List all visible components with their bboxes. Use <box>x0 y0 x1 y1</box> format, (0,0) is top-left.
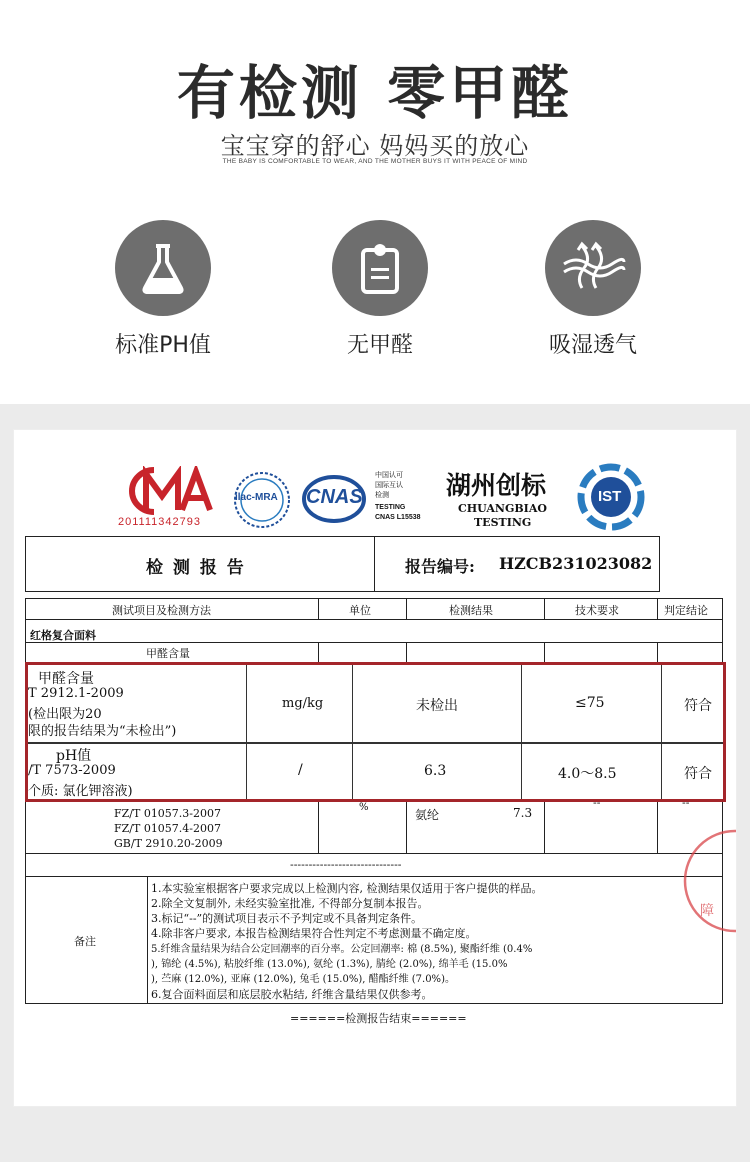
feature-breathable <box>493 220 693 359</box>
cnas-en-1: TESTING <box>375 504 406 511</box>
col-divider <box>661 665 662 799</box>
feature-label: 吸湿透气 <box>548 333 637 358</box>
cnas-cn-3: 检测 <box>375 491 389 499</box>
feature-formaldehyde <box>280 220 480 359</box>
cnas-cn-1: 中国认可 <box>375 471 403 479</box>
report-title: 检 测 报 告 <box>146 558 246 578</box>
report-number: HZCB231023082 <box>499 554 653 573</box>
partial-row-item: 甲醛含量 <box>25 642 319 664</box>
header-unit: 单位 <box>318 598 407 620</box>
report-number-label: 报告编号: <box>405 557 475 576</box>
feature-ph <box>63 220 263 359</box>
hero-subtitle-en: THE BABY IS COMFORTABLE TO WEAR, AND THE MOTHER BUYS IT WITH PEACE OF MIND <box>222 158 528 165</box>
breathable-icon <box>545 220 641 316</box>
report-number-cell <box>374 536 660 592</box>
company-name-en-2: TESTING <box>474 516 532 529</box>
cnas-en-2: CNAS L15538 <box>375 514 421 521</box>
col-divider <box>352 665 353 799</box>
fiber-unit: % <box>359 802 369 813</box>
fiber-method-cell <box>25 802 319 854</box>
row-item: 甲醛含量 <box>38 671 94 687</box>
partial-row-requirement <box>544 642 658 664</box>
section-row <box>25 619 723 643</box>
cnas-cn-2: 国际互认 <box>375 481 403 489</box>
remark-line: 2.除全文复制外, 未经实验室批准, 不得部分复制本报告。 <box>151 897 429 910</box>
fiber-requirement-cell <box>544 796 658 854</box>
fiber-unit-cell <box>318 802 407 854</box>
row-divider <box>28 742 723 744</box>
fiber-method: FZ/T 01057.4-2007 <box>114 822 222 835</box>
cnas-caption <box>375 470 445 530</box>
dash-row <box>25 853 723 877</box>
row-result: 未检出 <box>416 698 458 714</box>
ilac-text: ilac-MRA <box>235 492 278 503</box>
row-note: 限的报告结果为“未检出”) <box>28 724 177 739</box>
company-stamp <box>680 826 736 936</box>
row-unit: / <box>298 762 303 778</box>
ist-text: IST <box>598 488 622 505</box>
dash-line: ------------------------------ <box>290 858 402 871</box>
section-title: 红格复合面料 <box>30 629 96 642</box>
col-divider <box>246 665 247 799</box>
hero-subtitle: 宝宝穿的舒心 妈妈买的放心 <box>220 132 530 160</box>
remark-line: 3.标记“--”的测试项目表示不予判定或不具备判定条件。 <box>151 912 423 925</box>
fiber-result-name: 氨纶 <box>415 808 440 822</box>
fiber-result-cell <box>406 802 545 854</box>
row-unit: mg/kg <box>282 696 324 711</box>
fiber-method: FZ/T 01057.3-2007 <box>114 807 222 820</box>
row-result: 6.3 <box>424 763 447 779</box>
feature-label: 标准PH值 <box>115 333 211 358</box>
remark-line: ), 苎麻 (12.0%), 亚麻 (12.0%), 兔毛 (15.0%), 醋酯纤维 (7.0%)。 <box>151 974 455 985</box>
row-conclusion: 符合 <box>684 698 712 714</box>
fiber-requirement: -- <box>593 796 601 809</box>
cma-code: 201111342793 <box>118 516 201 528</box>
feature-label: 无甲醛 <box>346 333 413 358</box>
partial-row-conclusion <box>657 642 723 664</box>
cma-logo <box>116 466 216 530</box>
remark-line: 5.纤维含量结果为结合公定回潮率的百分率。公定回潮率: 棉 (8.5%), 聚酯纤维 (0.4% <box>151 944 533 955</box>
remark-line: 1.本实验室根据客户要求完成以上检测内容, 检测结果仅适用于客户提供的样品。 <box>151 882 543 895</box>
company-name-en-1: CHUANGBIAO <box>458 502 547 515</box>
partial-row-result <box>406 642 545 664</box>
remarks-label-cell <box>25 876 148 1004</box>
header-requirement: 技术要求 <box>544 598 658 620</box>
company-logo <box>446 466 566 532</box>
remarks-label: 备注 <box>74 935 96 948</box>
fiber-result-value: 7.3 <box>513 806 533 820</box>
row-note: 个质: 氯化钾溶液) <box>28 784 133 799</box>
header-result: 检测结果 <box>406 598 545 620</box>
row-requirement: ≤75 <box>575 695 605 711</box>
hero-title: 有检测 零甲醛 <box>176 59 574 127</box>
report-title-cell <box>25 536 375 592</box>
clipboard-icon <box>332 220 428 316</box>
report-end: ======检测报告结束====== <box>290 1012 467 1025</box>
col-divider <box>521 665 522 799</box>
row-requirement: 4.0～8.5 <box>558 766 617 782</box>
fiber-method: GB/T 2910.20-2009 <box>114 837 223 850</box>
row-note: (检出限为20 <box>28 707 102 722</box>
stamp-char: 障 <box>700 903 714 919</box>
fiber-conclusion: -- <box>682 796 690 809</box>
company-name-cn: 湖州创标 <box>446 471 547 500</box>
header-conclusion: 判定结论 <box>657 598 723 620</box>
row-method: /T 7573-2009 <box>28 763 116 778</box>
partial-row-unit <box>318 642 407 664</box>
ilac-logo <box>232 470 292 530</box>
remarks-cell <box>147 876 723 1004</box>
row-item: pH值 <box>56 748 92 764</box>
remark-line: ), 锦纶 (4.5%), 粘胶纤维 (13.0%), 氨纶 (1.3%), 腈纶 (2.0%), 绵羊毛 (15.0% <box>151 959 508 970</box>
cnas-logo <box>302 474 366 524</box>
row-conclusion: 符合 <box>684 766 712 782</box>
remark-line: 4.除非客户要求, 本报告检测结果符合性判定不考虑测量不确定度。 <box>151 927 477 940</box>
ist-logo <box>576 462 646 532</box>
cnas-text: CNAS <box>306 486 363 508</box>
header-item: 测试项目及检测方法 <box>25 598 319 620</box>
remark-line: 6.复合面料面层和底层胶水粘结, 纤维含量结果仅供参考。 <box>151 988 433 1001</box>
flask-icon <box>115 220 211 316</box>
row-method: T 2912.1-2009 <box>28 686 124 701</box>
